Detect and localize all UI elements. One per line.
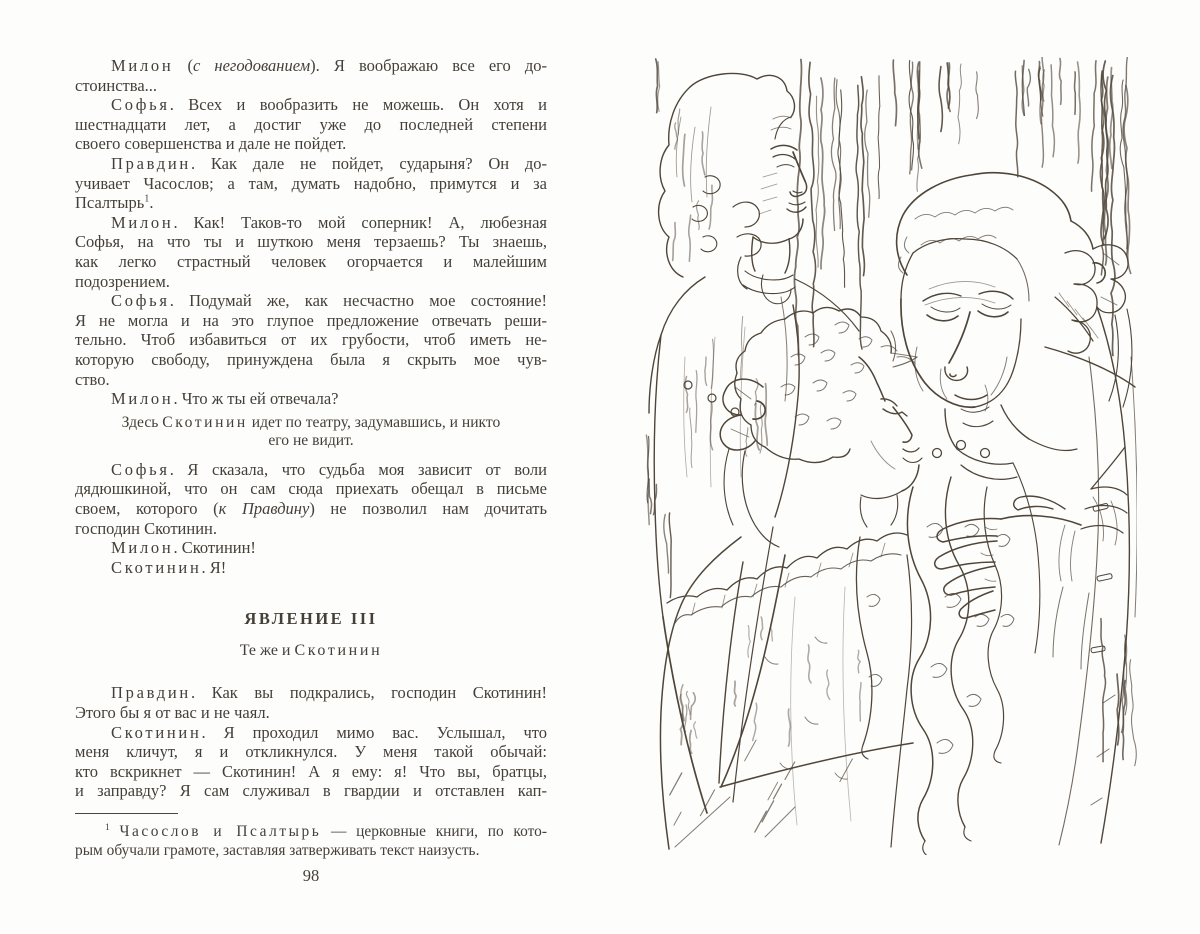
text-line: шестнадцати лет, а достиг уже до последней степени [75,114,547,134]
curtain-hatch-stroke [673,223,676,261]
curtain-hatch-stroke [893,60,896,126]
curtain-hatch-stroke [861,77,864,276]
curtain-hatch-stroke [691,693,696,720]
coat-button [933,449,942,458]
skirt-hatch-stroke [745,740,757,761]
scene-cast: Те же и Скотинин [239,642,383,660]
curtain-hatch-stroke [745,428,747,456]
text-line: своего совершенства и дале не пойдет. [75,134,347,154]
text-line: подозрением. [75,271,170,291]
footnote-line: рым обучали грамоте, заставляя затверживать текст наизусть. [75,842,480,859]
page-number: 98 [302,866,320,885]
coat-button [981,449,990,458]
text-line: своем, которого (к Правдину) не позволил нам дочитать [75,499,547,519]
skirt-hatch-stroke [762,801,774,822]
curtain-hatch-stroke [939,67,942,132]
figure-girl [660,307,1014,855]
skirt-hatch-stroke [670,773,682,795]
text-line: тельно. Чтоб избавиться от их грубости, чтоб иметь не- [75,330,547,350]
curtain-hatch-stroke [696,371,697,433]
curtain-hatch-stroke [683,134,685,186]
buttonhole [1093,503,1109,511]
curtain-hatch-stroke [669,513,671,598]
skirt-hatch-stroke [755,811,767,832]
curtain-hatch-stroke [709,185,712,229]
text-line: Софья. Всех и вообразить не можешь. Он хотя и [111,95,547,115]
curtain-hatch-stroke [976,72,978,119]
text-line: Скотинин. Я! [111,557,227,577]
skirt-hatch-stroke [774,784,782,799]
curtain-hatch-stroke [858,650,860,672]
curtain-hatch-stroke [748,626,750,658]
curtain-hatch-stroke [664,515,669,574]
text-line: Я не могла и на это глупое предложение отвечать реши- [75,310,547,330]
text-line: Милон. Как! Таков-то мой соперник! А, любезная [111,212,547,232]
text-line: как легко страстный человек огорчается и малейшим [75,251,547,271]
right-page [645,57,1137,855]
stage-direction-line: его не видит. [268,432,354,450]
curtain-hatch-stroke [761,617,763,640]
curtain-hatch-stroke [1027,69,1030,106]
curtain-hatch-stroke [821,78,825,269]
curtain-hatch-stroke [753,703,757,740]
curtain-hatch-stroke [878,76,880,199]
text-line: Правдин. Как вы подкрались, господин Скотинин! [111,683,547,703]
curtain-hatch-stroke [690,731,692,754]
curtain-hatch-stroke [1078,62,1081,163]
coat-button [957,441,966,450]
curtain-hatch-stroke [685,705,687,732]
curtain-hatch-stroke [649,479,652,513]
text-line: Милон (с негодованием). Я воображаю все его до- [111,56,547,75]
stage-direction-line: Здесь Скотинин идет по театру, задумавшись, и никто [121,413,501,431]
curtain-hatch-stroke [838,90,845,287]
curtain-hatch-stroke [734,681,736,706]
scene-heading: ЯВЛЕНИЕ III [244,609,378,629]
curtain-hatch-stroke [808,645,811,683]
footnote-line: $^1$ Часослов и Псалтырь — церковные книги, по кото- [105,821,547,840]
curtain-hatch-stroke [827,670,830,699]
curtain-hatch-stroke [656,59,658,113]
text-line: Софья. Подумай же, как несчастно мое состояние! [111,291,547,311]
curtain-hatch-stroke [1092,61,1097,191]
text-line: ство. [75,369,110,389]
skirt-hatch-stroke [768,782,778,800]
text-line: Правдин. Как дале не пойдет, сударыня? Он до- [111,153,547,173]
curtain-hatch-stroke [860,683,861,721]
footnote-divider [75,813,178,814]
curtain-hatch-stroke [702,132,705,175]
text-line: и заправду? Я сам служивал в гвардии и отставлен кап- [75,781,547,801]
text-line: Скотинин. Я проходил мимо вас. Услышал, что [111,722,547,742]
curtain-hatch-stroke [1101,619,1106,762]
book-illustration [645,57,1137,855]
coat-button [708,394,716,402]
curtain-hatch-stroke [1059,59,1061,105]
curtain-hatch-stroke [1051,65,1054,157]
text-line: Милон. Что ж ты ей отвечала? [111,389,339,409]
text-line: стоинства... [75,75,158,95]
text-line: которую свободу, принуждена была я скрыть мое чув- [75,349,547,369]
text-line: Этого бы я от вас и не чаял. [75,703,270,723]
text-line: учивает Часослов; а там, думать надобно, примутся и за [75,173,547,193]
curtain-hatch-stroke [765,384,767,446]
curtain-hatch-stroke [689,215,691,261]
curtain-hatch-stroke [865,90,870,217]
curtain-hatch-stroke [788,709,790,746]
text-line: Псалтырь$^1$. [75,193,154,213]
skirt-hatch-stroke [674,812,681,825]
text-line: дядюшкиной, что он сам сюда приехать обещал в письме [75,479,547,499]
text-line: Софья. Я сказала, что судьба моя зависит от воли [111,459,547,479]
buttonhole [1097,573,1113,581]
curtain-hatch-stroke [705,357,707,385]
text-line: Софья, на что ты и шуткою меня терзаешь? Ты знаешь, [75,232,547,252]
curtain-hatch-stroke [809,62,816,346]
curtain-hatch-stroke [958,64,961,144]
curtain-hatch-stroke [690,408,692,468]
text-line: Милон. Скотинин! [111,538,256,558]
curtain-hatch-stroke [1130,660,1137,766]
text-line: меня кличут, я и откликнулся. У меня такой обычай: [75,742,547,762]
curtain-hatch-stroke [1074,72,1075,114]
curtain-hatch-stroke [694,722,697,738]
text-line: господин Скотинин. [75,518,217,538]
curtain-hatch-stroke [831,78,836,231]
left-page-text-column [75,56,547,860]
curtain-hatch-stroke [816,96,819,267]
curtain-hatch-stroke [1015,71,1018,177]
text-line: кто вскрикнет — Скотинин! А я ему: я! Что вы, братцы, [75,761,547,781]
